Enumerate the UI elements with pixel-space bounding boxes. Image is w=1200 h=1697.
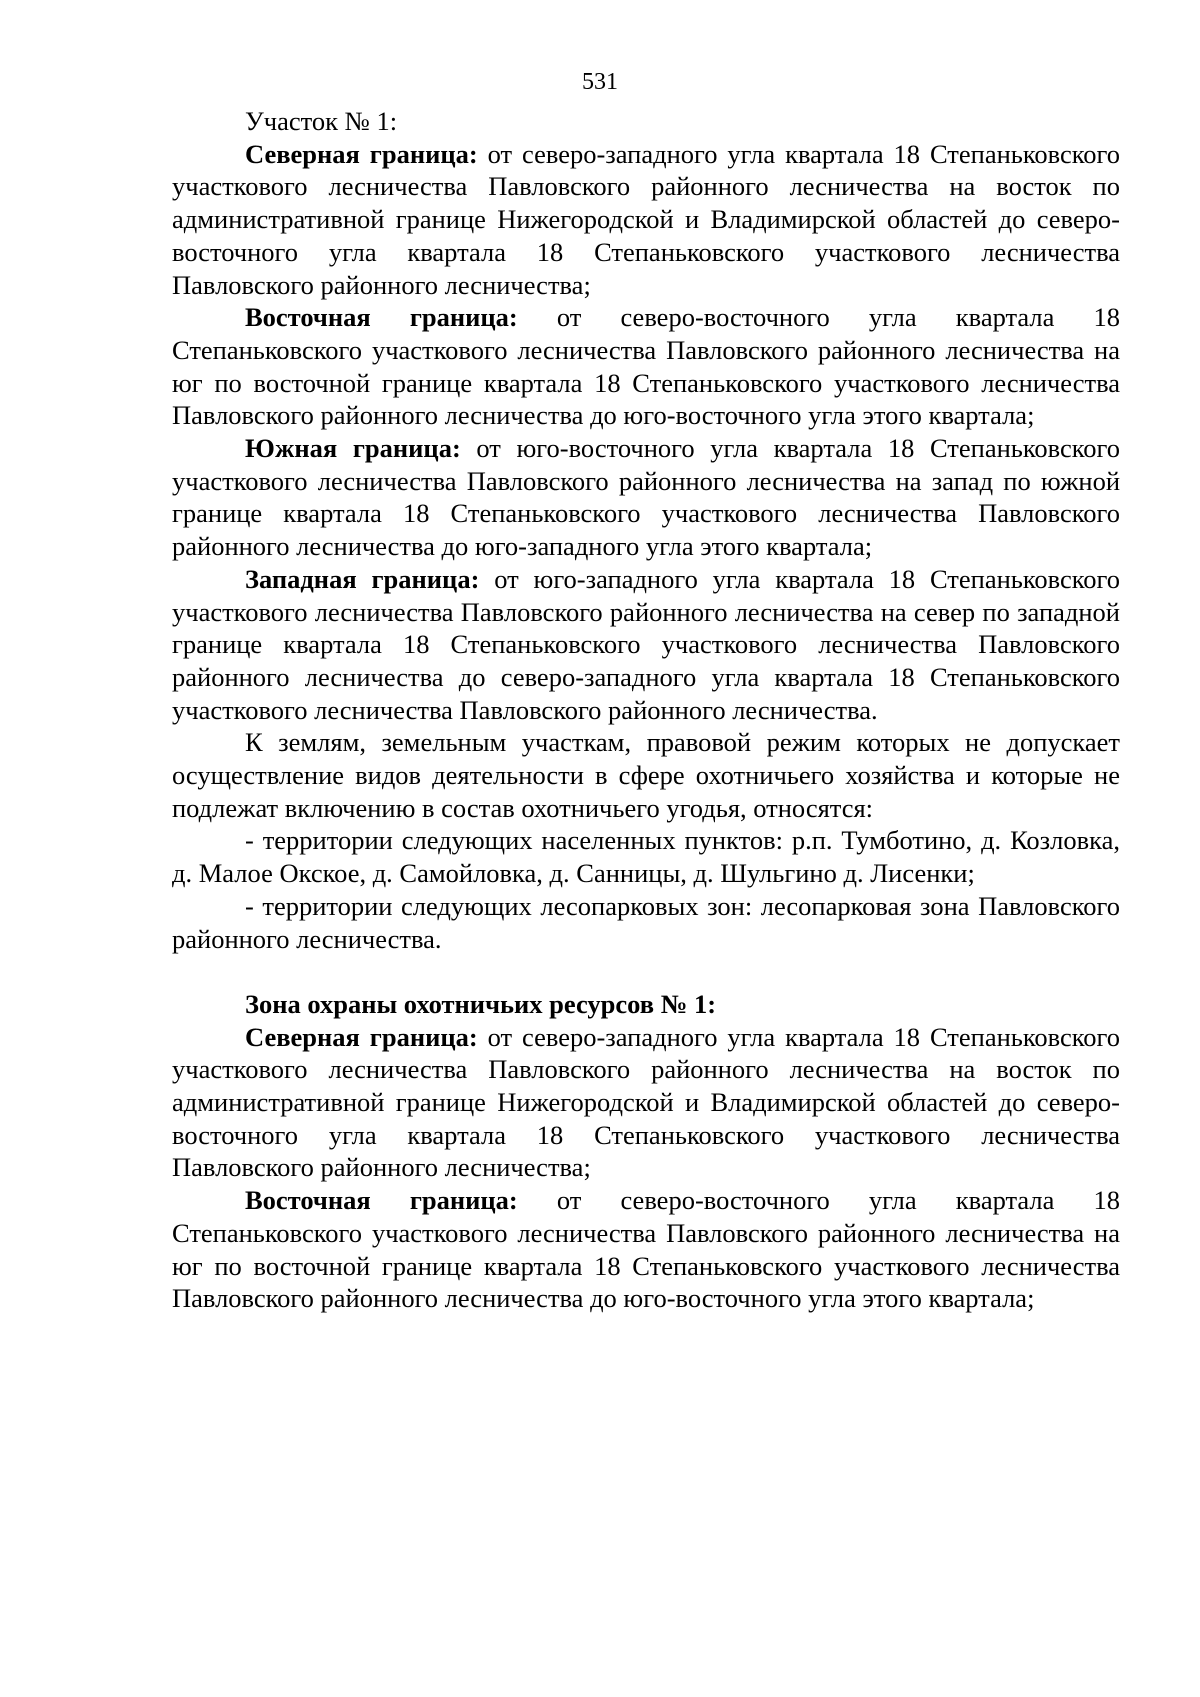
- section1-north-border: [172, 138, 1120, 302]
- border-text: от северо-западного угла квартала 18 Степаньковского участкового лесничества Павловского районного лесничества на восток по административной границе Нижегородской и Владимирской областей до северо-восточного угла квартала 18 Степаньковского участкового лесничества Павловского районного лесничества;: [172, 138, 1120, 300]
- border-text: от юго-восточного угла квартала 18 Степаньковского участкового лесничества Павловского районного лесничества на запад по южной границе квартала 18 Степаньковского участкового лесничества Павловского районного лесничества до юго-западного угла этого квартала;: [172, 433, 1120, 562]
- section2-heading: [172, 988, 1120, 1021]
- document-body: [172, 105, 1120, 1315]
- section1-east-border: [172, 301, 1120, 432]
- section2-north-border: [172, 1021, 1120, 1185]
- border-label: Северная граница:: [245, 138, 478, 169]
- border-text: от северо-западного угла квартала 18 Степаньковского участкового лесничества Павловского районного лесничества на восток по административной границе Нижегородской и Владимирской областей до северо-восточного угла квартала 18 Степаньковского участкового лесничества Павловского районного лесничества;: [172, 1021, 1120, 1183]
- border-label: Восточная граница:: [245, 302, 518, 333]
- section2-east-border: [172, 1184, 1120, 1315]
- section1-west-border: [172, 563, 1120, 727]
- section1-heading: Участок № 1:: [245, 106, 398, 136]
- exclusions-intro: К землям, земельным участкам, правовой режим которых не допускает осуществление видов деятельности в сфере охотничьего хозяйства и которые не подлежат включению в состав охотничьего угодья, относятся:: [172, 727, 1120, 823]
- border-label: Южная граница:: [245, 433, 461, 464]
- section2-heading-text: Зона охраны охотничьих ресурсов № 1:: [245, 988, 717, 1019]
- section-spacer: [172, 955, 1120, 988]
- page-number: 531: [582, 69, 618, 95]
- border-label: Восточная граница:: [245, 1185, 518, 1216]
- exclusion-settlements: - территории следующих населенных пунктов: р.п. Тумботино, д. Козловка, д. Малое Окское, д. Самойловка, д. Санницы, д. Шульгино д. Лисенки;: [172, 825, 1120, 889]
- section1-south-border: [172, 432, 1120, 563]
- border-text: от северо-восточного угла квартала 18 Степаньковского участкового лесничества Павловского районного лесничества на юг по восточной границе квартала 18 Степаньковского участкового лесничества Павловского районного лесничества до юго-восточного угла этого квартала;: [172, 1185, 1120, 1314]
- border-text: от юго-западного угла квартала 18 Степаньковского участкового лесничества Павловского районного лесничества на север по западной границе квартала 18 Степаньковского участкового лесничества Павловского районного лесничества до северо-западного угла квартала 18 Степаньковского участкового лесничества Павловского районного лесничества.: [172, 563, 1120, 725]
- border-label: Северная граница:: [245, 1021, 478, 1052]
- border-text: от северо-восточного угла квартала 18 Степаньковского участкового лесничества Павловского районного лесничества на юг по восточной границе квартала 18 Степаньковского участкового лесничества Павловского районного лесничества до юго-восточного угла этого квартала;: [172, 302, 1120, 431]
- border-label: Западная граница:: [245, 563, 480, 594]
- exclusion-parks: - территории следующих лесопарковых зон: лесопарковая зона Павловского районного лесничества.: [172, 890, 1120, 954]
